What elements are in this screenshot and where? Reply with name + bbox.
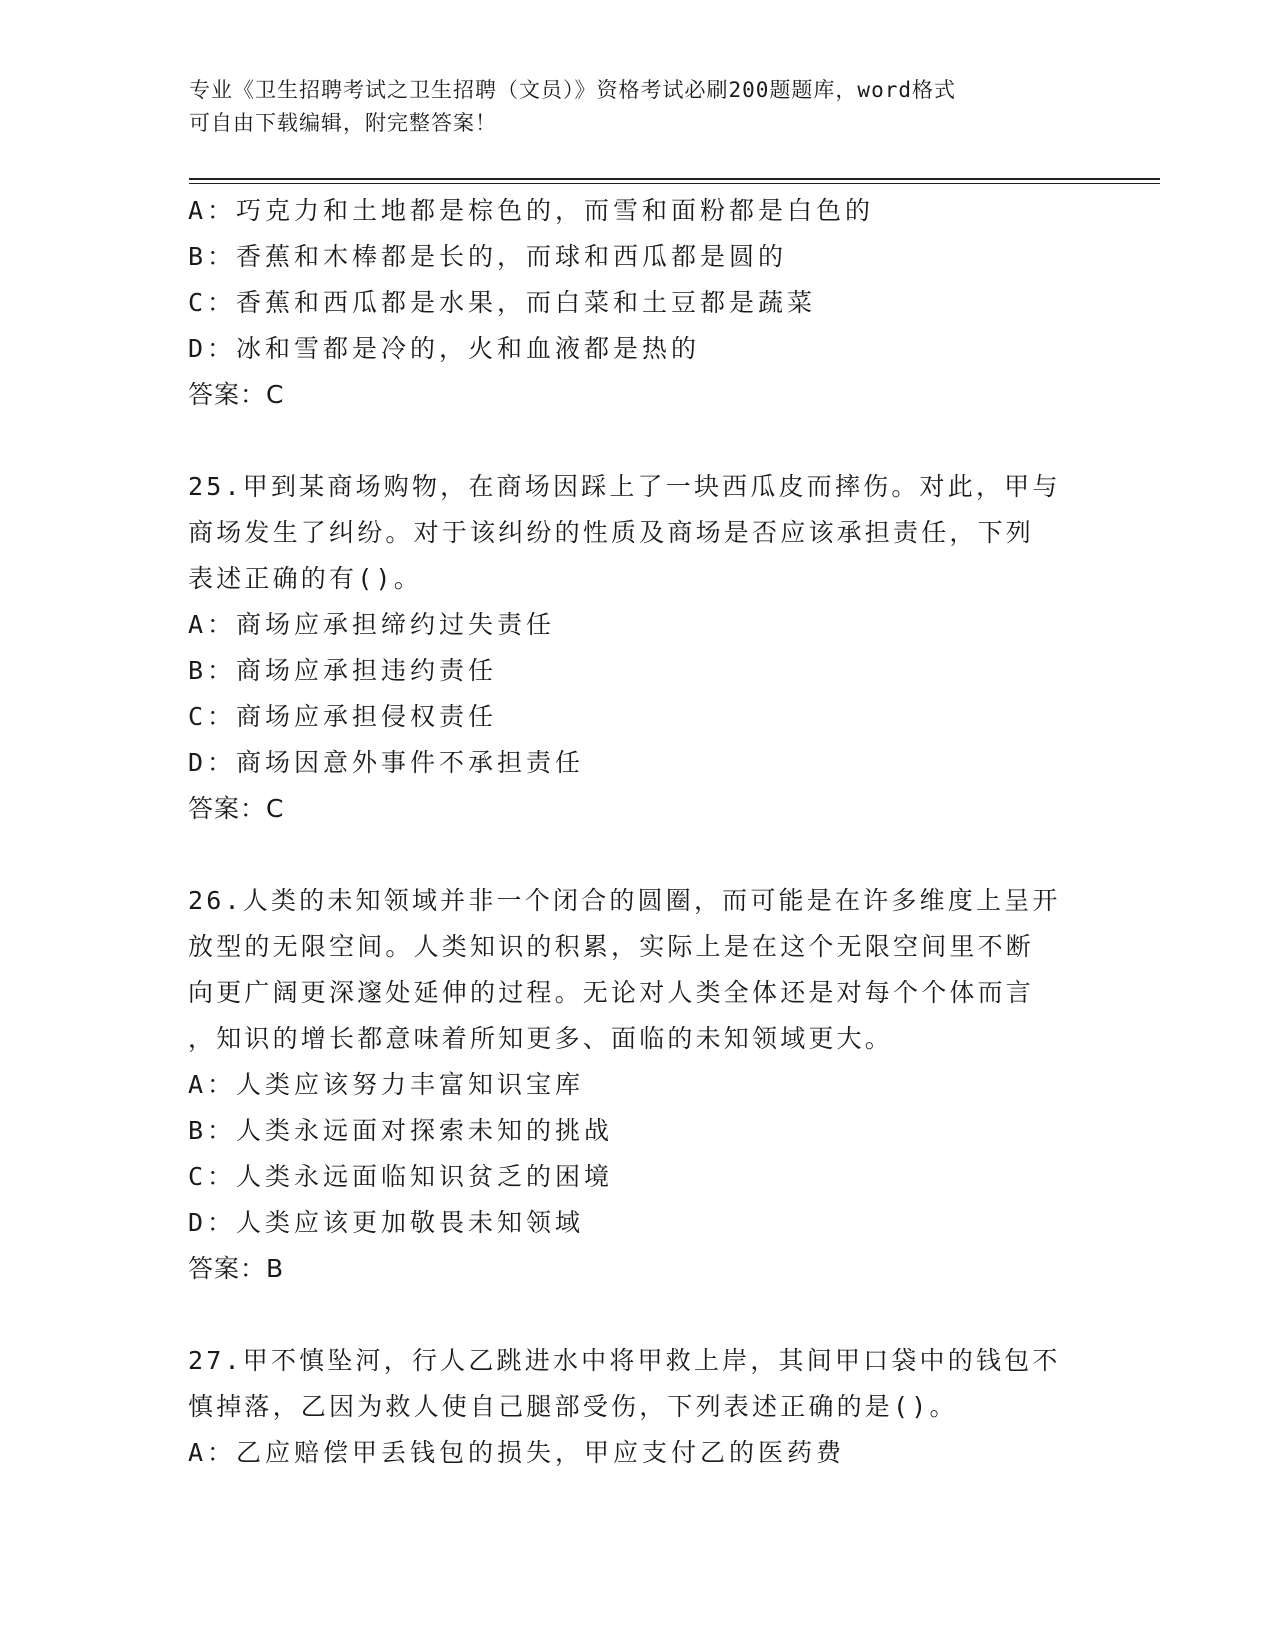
question-26	[188, 878, 1088, 1292]
question-25	[188, 464, 1088, 832]
option-a: A：商场应承担缔约过失责任	[188, 610, 556, 639]
question-stem	[188, 464, 1088, 602]
header-divider-thin	[189, 183, 1160, 184]
stem-line: 27.甲不慎坠河，行人乙跳进水中将甲救上岸，其间甲口袋中的钱包不	[188, 1346, 1061, 1375]
option-b: B：人类永远面对探索未知的挑战	[188, 1116, 614, 1145]
answer-line: 答案：B	[188, 1254, 285, 1283]
header-divider-thick	[189, 178, 1160, 180]
question-stem	[188, 1338, 1088, 1430]
header-line-1: 专业《卫生招聘考试之卫生招聘（文员）》资格考试必刷200题题库，word格式	[189, 78, 956, 102]
question-stem	[188, 878, 1088, 1062]
spacer	[188, 418, 1088, 464]
document-header	[189, 74, 1089, 140]
header-line-2: 可自由下载编辑，附完整答案！	[189, 111, 497, 135]
spacer	[188, 832, 1088, 878]
stem-line: 商场发生了纠纷。对于该纠纷的性质及商场是否应该承担责任，下列	[188, 518, 1035, 547]
option-b: B：商场应承担违约责任	[188, 656, 498, 685]
option-a: A：人类应该努力丰富知识宝库	[188, 1070, 585, 1099]
question-24	[188, 188, 1088, 418]
option-c: C：香蕉和西瓜都是水果，而白菜和土豆都是蔬菜	[188, 288, 817, 317]
option-a: A：巧克力和土地都是棕色的，而雪和面粉都是白色的	[188, 196, 875, 225]
answer-line: 答案：C	[188, 380, 285, 409]
stem-line: 26.人类的未知领域并非一个闭合的圆圈，而可能是在许多维度上呈开	[188, 886, 1061, 915]
option-a: A：乙应赔偿甲丢钱包的损失，甲应支付乙的医药费	[188, 1438, 846, 1467]
question-list	[188, 188, 1088, 1476]
stem-line: 放型的无限空间。人类知识的积累，实际上是在这个无限空间里不断	[188, 932, 1035, 961]
answer-line: 答案：C	[188, 794, 285, 823]
stem-line: ，知识的增长都意味着所知更多、面临的未知领域更大。	[188, 1024, 894, 1053]
option-d: D：冰和雪都是冷的，火和血液都是热的	[188, 334, 701, 363]
stem-line: 向更广阔更深邃处延伸的过程。无论对人类全体还是对每个个体而言	[188, 978, 1035, 1007]
option-b: B：香蕉和木棒都是长的，而球和西瓜都是圆的	[188, 242, 788, 271]
stem-line: 慎掉落，乙因为救人使自己腿部受伤，下列表述正确的是()。	[188, 1392, 958, 1421]
option-d: D：人类应该更加敬畏未知领域	[188, 1208, 585, 1237]
option-c: C：人类永远面临知识贫乏的困境	[188, 1162, 614, 1191]
option-c: C：商场应承担侵权责任	[188, 702, 498, 731]
option-d: D：商场因意外事件不承担责任	[188, 748, 585, 777]
spacer	[188, 1292, 1088, 1338]
stem-line: 表述正确的有()。	[188, 564, 422, 593]
stem-line: 25.甲到某商场购物，在商场因踩上了一块西瓜皮而摔伤。对此，甲与	[188, 472, 1061, 501]
question-27	[188, 1338, 1088, 1476]
